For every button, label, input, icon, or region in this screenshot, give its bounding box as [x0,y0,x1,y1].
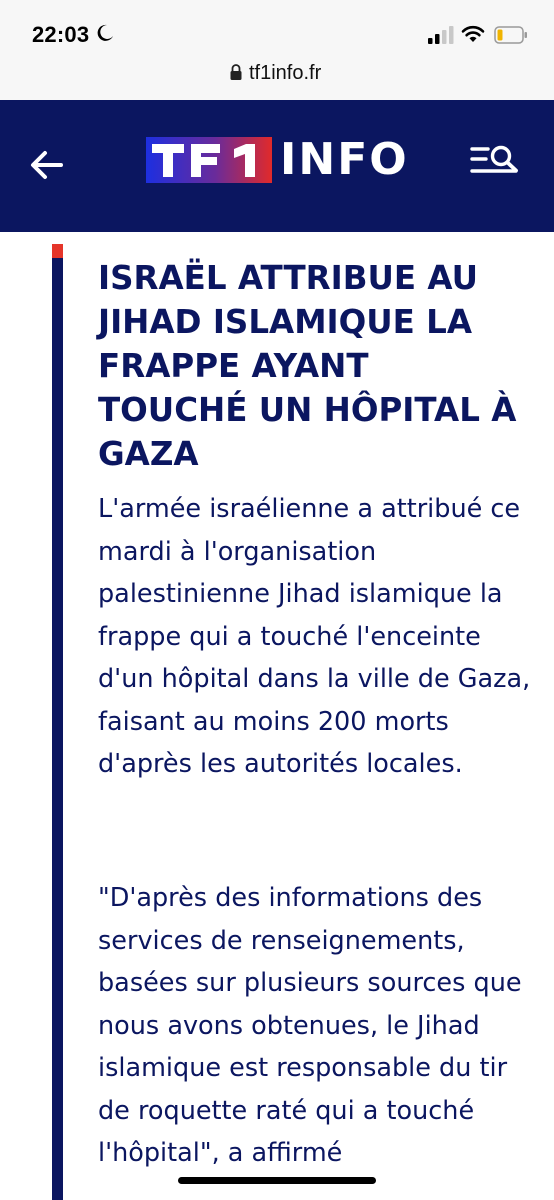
back-arrow-icon[interactable] [30,150,64,180]
article-paragraph: L'armée israélienne a attribué ce mardi à l'organisation palestinienne Jihad islamique la frappe qui a touché l'enceinte d'un hôpital dans la ville de Gaza, faisant au moins 200 morts d'après les autorités locales. [98,494,531,779]
url-text[interactable]: tf1info.fr [249,62,322,84]
wifi-icon [461,24,485,44]
lock-icon [229,63,243,81]
logo-info-text: INFO [280,134,409,185]
tf1-info-logo[interactable] [146,134,409,185]
tf1-logo-icon [146,137,272,183]
article-accent-red [52,244,63,258]
home-indicator[interactable] [178,1177,376,1184]
moon-icon [96,24,114,42]
article-headline: ISRAËL ATTRIBUE AU JIHAD ISLAMIQUE LA FRAPPE AYANT TOUCHÉ UN HÔPITAL À GAZA [98,259,517,473]
battery-icon [494,26,528,44]
article-accent-bar [52,244,63,1200]
signal-icon [428,26,456,44]
menu-search-icon[interactable] [470,143,522,179]
status-time: 22:03 [32,22,90,47]
article-paragraph: "D'après des informations des services de renseignements, basées sur plusieurs sources que nous avons obtenues, le Jihad islamique est responsable du tir de roquette raté qui a touché l'hôpital", a affirmé [98,883,522,1168]
